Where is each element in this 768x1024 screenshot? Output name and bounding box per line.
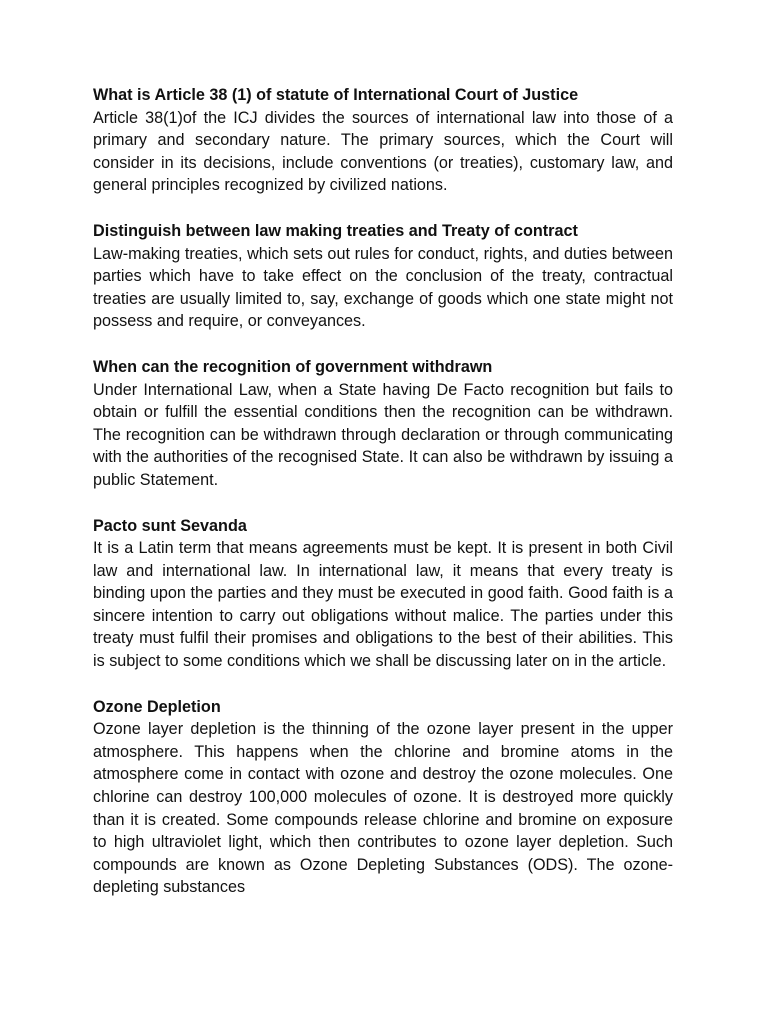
document-page <box>93 84 673 922</box>
section-body: Law-making treaties, which sets out rules for conduct, rights, and duties between parties which have to take effect on the conclusion of the treaty, contractual treaties are usually limited to, say, exchange of goods which one state might not possess and require, or conveyances. <box>93 244 673 331</box>
section-body: Ozone layer depletion is the thinning of the ozone layer present in the upper atmosphere. This happens when the chlorine and bromine atoms in the atmosphere come in contact with ozone and destroy the ozone molecules. One chlorine can destroy 100,000 molecules of ozone. It is destroyed more quickly than it is created. Some compounds release chlorine and bromine on exposure to high ultraviolet light, which then contributes to ozone layer depletion. Such compounds are known as Ozone Depleting Substances (ODS). The ozone-depleting substances <box>93 720 673 897</box>
section-heading: Ozone Depletion <box>93 697 221 716</box>
section-body: Under International Law, when a State having De Facto recognition but fails to obtain or fulfill the essential conditions then the recognition can be withdrawn. The recognition can be withdrawn through declaration or through communicating with the authorities of the recognised State. It can also be withdrawn by issuing a public Statement. <box>93 380 673 489</box>
section-body: It is a Latin term that means agreements must be kept. It is present in both Civil law and international law. In international law, it means that every treaty is binding upon the parties and they must be executed in good faith. Good faith is a sincere intention to carry out obligations without malice. The parties under this treaty must fulfil their promises and obligations to the best of their abilities. This is subject to some conditions which we shall be discussing later on in the article. <box>93 539 673 671</box>
section-heading: What is Article 38 (1) of statute of International Court of Justice <box>93 86 579 104</box>
section-article-38 <box>93 84 673 197</box>
section-body: Article 38(1)of the ICJ divides the sources of international law into those of a primary and secondary nature. The primary sources, which the Court will consider in its decisions, include conventions (or treaties), customary law, and general principles recognized by civilized nations. <box>93 108 673 195</box>
section-ozone-depletion <box>93 696 673 899</box>
section-treaties <box>93 220 673 333</box>
section-recognition <box>93 356 673 492</box>
section-pacto-sunt-sevanda <box>93 515 673 673</box>
section-heading: When can the recognition of government withdrawn <box>93 357 493 376</box>
section-heading: Distinguish between law making treaties and Treaty of contract <box>93 221 578 240</box>
section-heading: Pacto sunt Sevanda <box>93 516 247 535</box>
